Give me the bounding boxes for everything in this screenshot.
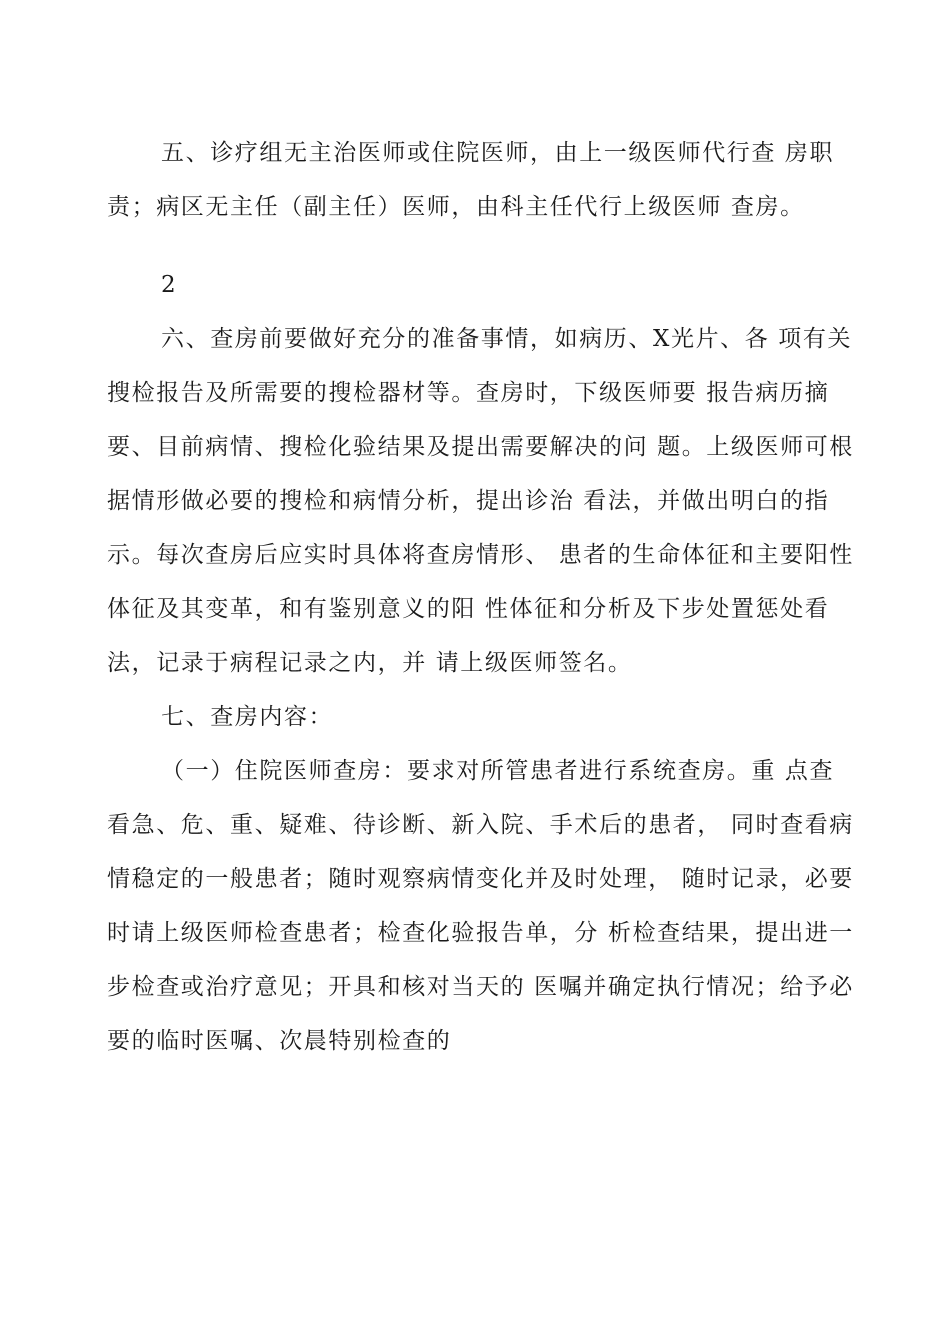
- page-number: 2: [161, 272, 178, 298]
- text-line: 法，记录于病程记录之内，并 请上级医师签名。: [107, 650, 633, 676]
- text-line: 示。每次查房后应实时具体将查房情形、 患者的生命体征和主要阳性: [107, 542, 854, 568]
- text-line: 要、目前病情、搜检化验结果及提出需要解决的问 题。上级医师可根: [107, 434, 854, 460]
- page-number-block: [107, 258, 867, 312]
- text-line: 六、查房前要做好充分的准备事情，如病历、X光片、各 项有关: [161, 326, 853, 352]
- text-line: 责；病区无主任（副主任）医师，由科主任代行上级医师 查房。: [107, 194, 805, 220]
- paragraph-7-heading: [107, 690, 867, 744]
- text-line: 步检查或治疗意见；开具和核对当天的 医嘱并确定执行情况；给予必: [107, 974, 854, 1000]
- text-line: 五、诊疗组无主治医师或住院医师，由上一级医师代行查 房职: [161, 140, 835, 166]
- text-line: 体征及其变革，和有鉴别意义的阳 性体征和分析及下步处置惩处看: [107, 596, 830, 622]
- paragraph-7-1: [107, 744, 867, 1068]
- paragraph-6: [107, 312, 867, 690]
- section-heading: 七、查房内容：: [161, 704, 334, 730]
- text-line: 搜检报告及所需要的搜检器材等。查房时，下级医师要 报告病历摘: [107, 380, 830, 406]
- text-line: （一）住院医师查房：要求对所管患者进行系统查房。重 点查: [161, 758, 835, 784]
- paragraph-5: [107, 126, 867, 234]
- text-line: 据情形做必要的搜检和病情分析，提出诊治 看法，并做出明白的指: [107, 488, 830, 514]
- text-line: 要的临时医嘱、次晨特别检查的: [107, 1028, 452, 1054]
- text-line: 时请上级医师检查患者；检查化验报告单，分 析检查结果，提出进一: [107, 920, 854, 946]
- text-line: 看急、危、重、疑难、待诊断、新入院、手术后的患者， 同时查看病: [107, 812, 854, 838]
- text-line: 情稳定的一般患者；随时观察病情变化并及时处理， 随时记录，必要: [107, 866, 854, 892]
